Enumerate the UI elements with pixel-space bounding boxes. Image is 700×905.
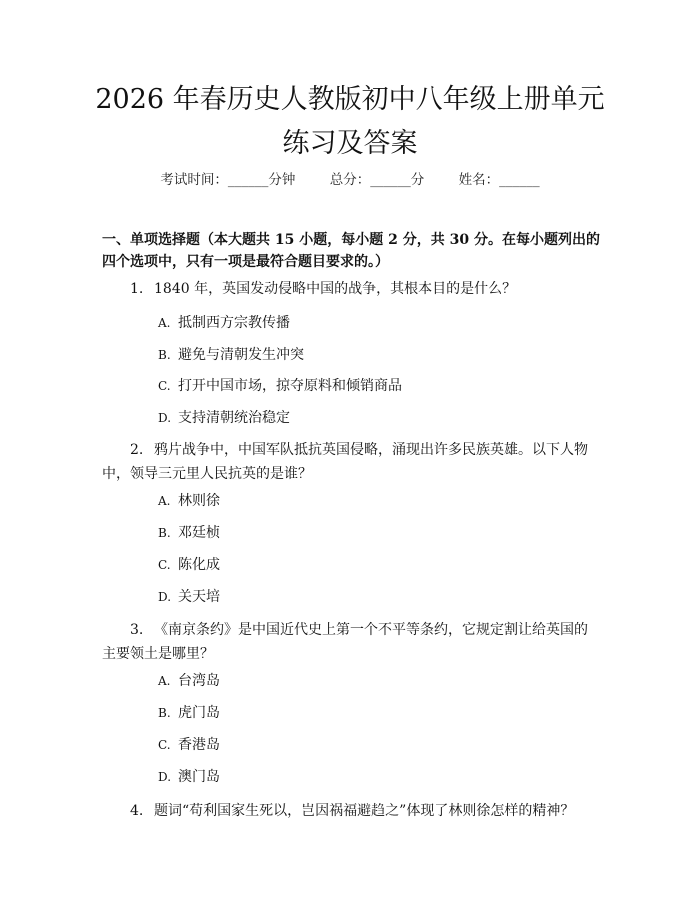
question-text: 《南京条约》是中国近代史上第一个不平等条约，它规定割让给英国的主要领土是哪里？ xyxy=(102,622,588,662)
question-number: 3. xyxy=(130,622,144,638)
question-1-option-d xyxy=(158,408,290,428)
option-text: 抵制西方宗教传播 xyxy=(178,315,290,331)
question-number: 2. xyxy=(130,442,144,458)
option-letter: D. xyxy=(158,770,172,784)
question-text: 鸦片战争中，中国军队抵抗英国侵略，涌现出许多民族英雄。以下人物中，领导三元里人民抗英的是谁？ xyxy=(102,442,588,482)
question-text: 题词“苟利国家生死以，岂因祸福避趋之”体现了林则徐怎样的精神？ xyxy=(154,803,575,819)
option-text: 支持清朝统治稳定 xyxy=(178,410,290,426)
option-text: 邓廷桢 xyxy=(178,525,220,541)
option-letter: B. xyxy=(158,348,171,362)
option-letter: A. xyxy=(158,494,171,508)
option-letter: A. xyxy=(158,316,171,330)
exam-info-line xyxy=(0,168,700,188)
option-text: 关天培 xyxy=(178,589,220,605)
question-3-option-a xyxy=(158,671,220,691)
question-3-option-b xyxy=(158,703,220,723)
option-text: 陈化成 xyxy=(178,557,220,573)
question-2-option-a xyxy=(158,491,220,511)
option-text: 台湾岛 xyxy=(178,673,220,689)
option-text: 打开中国市场，掠夺原料和倾销商品 xyxy=(178,378,402,394)
document-title: 2026 年春历史人教版初中八年级上册单元练习及答案 xyxy=(95,84,605,159)
option-text: 虎门岛 xyxy=(178,705,220,721)
question-1-option-a xyxy=(158,313,290,333)
option-text: 林则徐 xyxy=(178,493,220,509)
question-number: 4. xyxy=(130,803,144,819)
question-1-option-b xyxy=(158,345,304,365)
question-2-option-d xyxy=(158,587,220,607)
question-number: 1. xyxy=(130,281,144,297)
question-3-option-d xyxy=(158,767,220,787)
option-letter: C. xyxy=(158,738,171,752)
question-2-option-c xyxy=(158,555,220,575)
option-letter: C. xyxy=(158,558,171,572)
question-2 xyxy=(102,438,599,486)
question-1-option-c xyxy=(158,376,402,396)
option-text: 避免与清朝发生冲突 xyxy=(178,347,304,363)
option-letter: D. xyxy=(158,590,172,604)
section-heading: 一、单项选择题（本大题共 15 小题，每小题 2 分，共 30 分。在每小题列出的四个选项中，只有一项是最符合题目要求的。） xyxy=(102,232,600,270)
question-2-option-b xyxy=(158,523,220,543)
option-letter: A. xyxy=(158,674,171,688)
question-1 xyxy=(102,277,599,301)
question-4 xyxy=(102,799,599,823)
question-text: 1840 年，英国发动侵略中国的战争，其根本目的是什么？ xyxy=(154,281,517,297)
total-score-field: 总分：______分 xyxy=(329,172,425,188)
option-letter: D. xyxy=(158,411,172,425)
question-3 xyxy=(102,618,599,666)
option-text: 澳门岛 xyxy=(178,769,220,785)
option-letter: B. xyxy=(158,706,171,720)
exam-time-field: 考试时间：______分钟 xyxy=(160,172,296,188)
name-field: 姓名：______ xyxy=(458,172,540,188)
question-3-option-c xyxy=(158,735,220,755)
option-letter: C. xyxy=(158,379,171,393)
option-letter: B. xyxy=(158,526,171,540)
option-text: 香港岛 xyxy=(178,737,220,753)
